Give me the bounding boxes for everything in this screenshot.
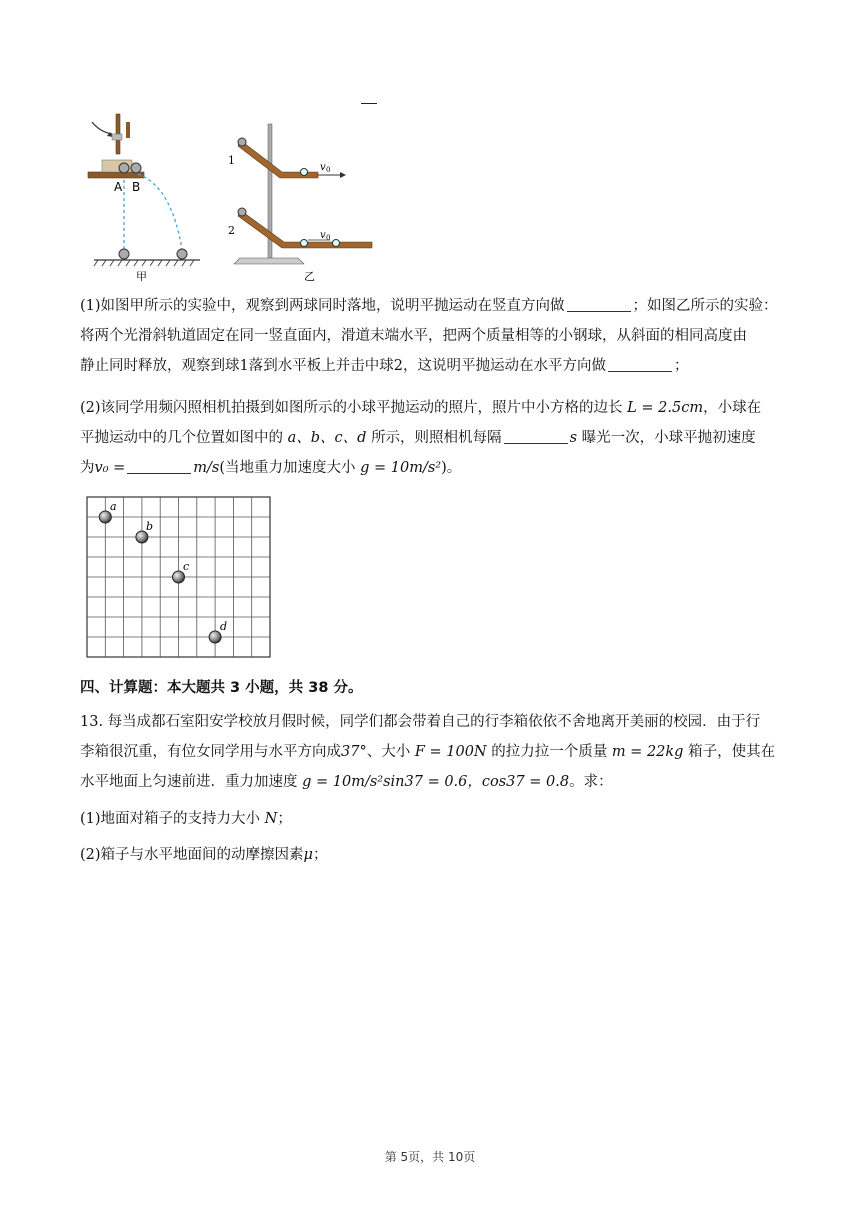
q12-p2-text-h: )。	[441, 460, 462, 476]
grid-label-c: c	[183, 560, 190, 573]
q13-force: F = 100N	[414, 744, 487, 760]
figure-jia	[88, 114, 200, 283]
answer-blank-interval[interactable]	[504, 429, 568, 444]
label-ball-a: A	[114, 180, 123, 194]
label-jia: 甲	[136, 270, 147, 283]
apparatus-figure	[82, 112, 392, 284]
q13-sub1-end: ；	[277, 811, 292, 827]
section-title: 四、计算题：本大题共 3 小题，共 38 分。	[80, 680, 363, 696]
q13-text-a: 李箱很沉重，有位女同学用与水平方向成	[80, 744, 341, 760]
answer-blank-horizontal[interactable]	[608, 357, 672, 372]
answer-blank-velocity[interactable]	[127, 459, 191, 474]
q13-sub2-text: (2)箱子与水平地面间的动摩擦因素	[80, 847, 304, 863]
q12-p2-unit-ms: m/s	[193, 460, 220, 476]
grid-label-b: b	[146, 520, 154, 533]
q12-p2-text-f: 为	[80, 460, 95, 476]
q12-p2-length: L = 2.5cm	[627, 400, 704, 416]
page-footer: 第 5页，共 10页	[384, 1150, 476, 1164]
label-track-1: 1	[228, 154, 235, 167]
q13-text-c: 的拉力拉一个质量	[491, 744, 608, 760]
q12-p2-text-e: 曝光一次，小球平抛初速度	[581, 430, 756, 446]
q13-text-b: 、大小	[366, 744, 411, 760]
q13-sub1-symbol: N	[264, 811, 278, 827]
label-ball-b: B	[132, 180, 141, 194]
q12-part2-line2	[80, 423, 780, 453]
q13-text-d: 箱子，使其在	[688, 744, 776, 760]
label-v0-bottom: v	[320, 230, 326, 241]
q13-angle: 37°	[341, 744, 367, 760]
grid-label-a: a	[110, 500, 117, 513]
q13-sub2-end: ；	[312, 847, 328, 863]
q13-sub1-text: (1)地面对箱子的支持力大小	[80, 811, 261, 827]
label-yi: 乙	[304, 270, 315, 283]
q12-p2-text-g: (当地重力加速度大小	[219, 460, 356, 476]
figure-yi	[228, 124, 372, 283]
q13-sub1	[80, 804, 780, 834]
q13-line3	[80, 767, 780, 797]
q13-sub2	[80, 840, 780, 870]
q13-mass: m = 22kg	[611, 744, 684, 760]
answer-blank-vertical[interactable]	[567, 297, 631, 312]
q12-p1-text-a: (1)如图甲所示的实验中，观察到两球同时落地，说明平抛运动在竖直方向做	[80, 298, 565, 314]
q12-part2-line3	[80, 453, 780, 483]
q12-p2-v0: v₀ =	[94, 460, 126, 476]
header-dash	[361, 103, 377, 104]
q13-text-f: 。求：	[569, 774, 613, 790]
q12-p1-text-b: ；如图乙所示的实验：	[632, 298, 778, 314]
q12-p2-text-d: 所示，则照相机每隔	[371, 430, 502, 446]
strobe-grid-figure	[86, 496, 276, 662]
q12-p2-text-a: (2)该同学用频闪照相机拍摄到如图所示的小球平抛运动的照片，照片中小方格的边长	[80, 400, 623, 416]
label-v0-top-sub: 0	[326, 166, 331, 174]
q13-text-e: 水平地面上匀速前进．重力加速度	[80, 774, 298, 790]
q12-part1-line3	[80, 351, 780, 381]
q13-gravity: g = 10m/s²sin37 = 0.6，cos37 = 0.8	[302, 774, 570, 790]
q12-p1-text-d: ；	[673, 358, 689, 374]
q13-line2	[80, 737, 780, 767]
q12-part1-line1	[80, 291, 780, 321]
label-v0-bottom-sub: 0	[326, 234, 331, 242]
q12-p2-unit-s: s	[569, 430, 578, 446]
q13-line1: 13. 每当成都石室阳安学校放月假时候，同学们都会带着自己的行李箱依依不舍地离开美丽的校园．由于行	[80, 714, 761, 730]
q12-p2-text-b: ，小球在	[703, 400, 762, 416]
q12-p2-text-c: 平抛运动中的几个位置如图中的	[80, 430, 283, 446]
grid-label-d: d	[220, 620, 228, 633]
q12-p1-text-c: 静止同时释放，观察到球1落到水平板上并击中球2，这说明平抛运动在水平方向做	[80, 358, 606, 374]
q13-sub2-symbol: μ	[303, 847, 313, 863]
q12-part2-line1	[80, 393, 780, 423]
label-track-2: 2	[228, 224, 235, 237]
q12-part1-line2: 将两个光滑斜轨道固定在同一竖直面内，滑道末端水平，把两个质量相等的小钢球，从斜面的相同高度由	[80, 328, 747, 344]
q12-p2-gravity: g = 10m/s²	[360, 460, 442, 476]
q12-p2-points: a、b、c、d	[287, 430, 367, 446]
label-v0-top: v	[320, 162, 326, 173]
